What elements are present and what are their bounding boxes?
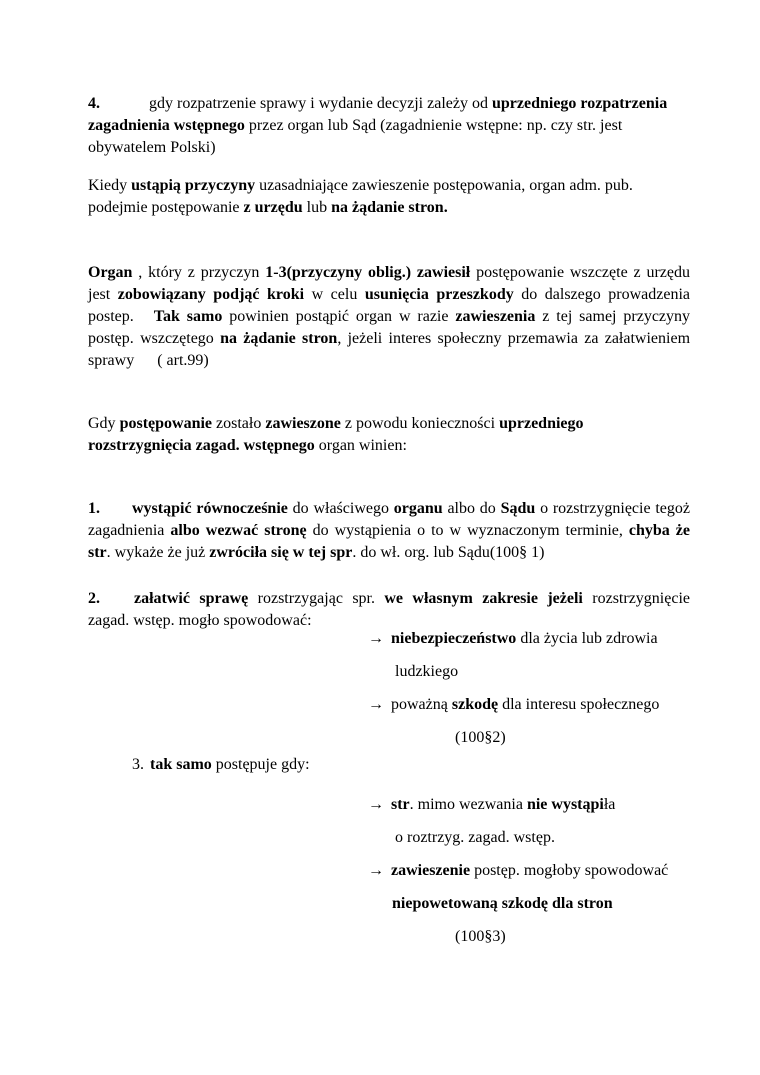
- text-run: przez organ lub Sąd (zagadnienie wstępne: np. czy str. jest obywatelem Polski): [88, 117, 623, 156]
- para-point-4: [88, 93, 690, 159]
- text-run: ludzkiego: [395, 663, 459, 680]
- text-run: , jeżeli interes społeczny przemawia za załatwieniem sprawy: [88, 330, 691, 369]
- text-run: Tak samo: [153, 308, 223, 325]
- text-run: do dalszego prowadzenia postep.: [88, 286, 691, 325]
- arrow-1-line-2: [368, 655, 690, 688]
- text-run: szkodę: [451, 696, 499, 713]
- text-run: postępuje gdy:: [211, 756, 310, 773]
- text-run: do wystąpienia o to w wyznaczonym terminie,: [306, 522, 629, 539]
- tab-space: [100, 107, 149, 108]
- text-run: Gdy: [88, 415, 120, 432]
- text-run: ( art.99): [157, 352, 209, 369]
- tab-space: [134, 320, 154, 321]
- text-run: uprzedniego rozstrzygnięcia zagad. wstępnego: [88, 415, 584, 454]
- text-run: na żądanie stron: [220, 330, 338, 347]
- arrow-1-ref: [368, 721, 690, 754]
- arrow-1-line-1: [368, 622, 690, 655]
- text-run: wystąpić równocześnie: [132, 500, 288, 517]
- text-run: postępowanie wszczęte z urzędu jest: [88, 264, 691, 303]
- arrow-icon: →: [368, 796, 384, 813]
- text-run: rozstrzygnięcie zagad. wstęp. mogło spowodować:: [88, 590, 690, 629]
- text-run: z urzędu: [243, 199, 303, 216]
- article-reference: (100§3): [455, 928, 506, 945]
- arrow-icon: →: [368, 862, 384, 879]
- arrow-icon: →: [368, 696, 384, 713]
- text-run: rozstrzygając spr.: [248, 590, 385, 607]
- list-number: 4.: [88, 95, 100, 112]
- text-run: str: [391, 796, 410, 813]
- arrow-2-line-2: [368, 821, 690, 854]
- text-run: zostało: [212, 415, 266, 432]
- tab-space: [384, 708, 391, 709]
- text-run: usunięcia przeszkody: [364, 286, 514, 303]
- list-number: 3.: [132, 756, 144, 773]
- arrow-1-line-3: [368, 688, 690, 721]
- text-run: Organ: [88, 264, 133, 281]
- arrow-2-ref: [368, 920, 690, 953]
- text-run: postępowanie: [119, 415, 213, 432]
- list-number: 1.: [88, 500, 100, 517]
- text-run: tak samo: [150, 756, 212, 773]
- tab-space: [134, 364, 157, 365]
- item-3: [132, 754, 690, 776]
- text-run: zawieszenie: [391, 862, 471, 879]
- tab-space: [100, 512, 132, 513]
- text-run: albo wezwać stronę: [170, 522, 307, 539]
- text-run: w celu: [304, 286, 365, 303]
- text-run: załatwić sprawę: [134, 590, 249, 607]
- text-run: z tej samej przyczyny postęp. wszczętego: [88, 308, 691, 347]
- document-content: [88, 93, 690, 953]
- text-run: zobowiązany podjąć kroki: [117, 286, 305, 303]
- text-run: organ winien:: [314, 437, 407, 454]
- text-run: . mimo wezwania: [409, 796, 527, 813]
- text-run: z powodu konieczności: [340, 415, 500, 432]
- text-run: 1-3(przyczyny oblig.) zawiesił: [265, 264, 471, 281]
- text-run: uzasadniające zawieszenie postępowania, organ adm. pub. podejmie postępowanie: [88, 177, 633, 216]
- para-kiedy: [88, 175, 690, 219]
- text-run: . wykaże że już: [106, 544, 210, 561]
- text-run: gdy rozpatrzenie sprawy i wydanie decyzji zależy od: [149, 95, 492, 112]
- text-run: poważną: [391, 696, 452, 713]
- text-run: powinien postąpić organ w razie: [222, 308, 456, 325]
- text-run: niepowetowaną szkodę dla stron: [392, 895, 613, 912]
- para-gdy: [88, 413, 690, 457]
- text-run: dla interesu społecznego: [498, 696, 660, 713]
- tab-space: [384, 874, 391, 875]
- text-run: zawieszenia: [455, 308, 536, 325]
- tab-space: [384, 642, 391, 643]
- text-run: chyba że str: [88, 522, 691, 561]
- text-run: o roztrzyg. zagad. wstęp.: [395, 829, 555, 846]
- arrow-2-line-4: [368, 887, 690, 920]
- text-run: lub: [302, 199, 332, 216]
- text-run: ustąpią przyczyny: [131, 177, 256, 194]
- tab-space: [384, 808, 391, 809]
- arrow-2-line-1: [368, 788, 690, 821]
- text-run: zawieszone: [265, 415, 341, 432]
- list-number: 2.: [88, 590, 100, 607]
- text-run: o rozstrzygnięcie tegoż zagadnienia: [88, 500, 691, 539]
- article-reference: (100§2): [455, 729, 506, 746]
- text-run: organu: [393, 500, 443, 517]
- item-1: [88, 498, 690, 564]
- text-run: . do wł. org. lub Sądu(100§ 1): [352, 544, 545, 561]
- text-run: postęp. mogłoby spowodować: [470, 862, 669, 879]
- arrow-icon: →: [368, 630, 384, 647]
- text-run: Sądu: [500, 500, 536, 517]
- text-run: niebezpieczeństwo: [391, 630, 517, 647]
- tab-space: [100, 602, 134, 603]
- text-run: albo do: [442, 500, 501, 517]
- text-run: zwróciła się w tej spr: [209, 544, 353, 561]
- text-run: Kiedy: [88, 177, 132, 194]
- para-organ: [88, 262, 690, 372]
- text-run: do właściwego: [287, 500, 394, 517]
- text-run: dla życia lub zdrowia: [516, 630, 658, 647]
- text-run: , który z przyczyn: [132, 264, 266, 281]
- arrow-2-line-3: [368, 854, 690, 887]
- text-run: nie wystąpi: [526, 796, 604, 813]
- text-run: ła: [603, 796, 616, 813]
- text-run: we własnym zakresie jeżeli: [384, 590, 583, 607]
- text-run: uprzedniego rozpatrzenia zagadnienia wstępnego: [88, 95, 668, 134]
- text-run: na żądanie stron.: [331, 199, 448, 216]
